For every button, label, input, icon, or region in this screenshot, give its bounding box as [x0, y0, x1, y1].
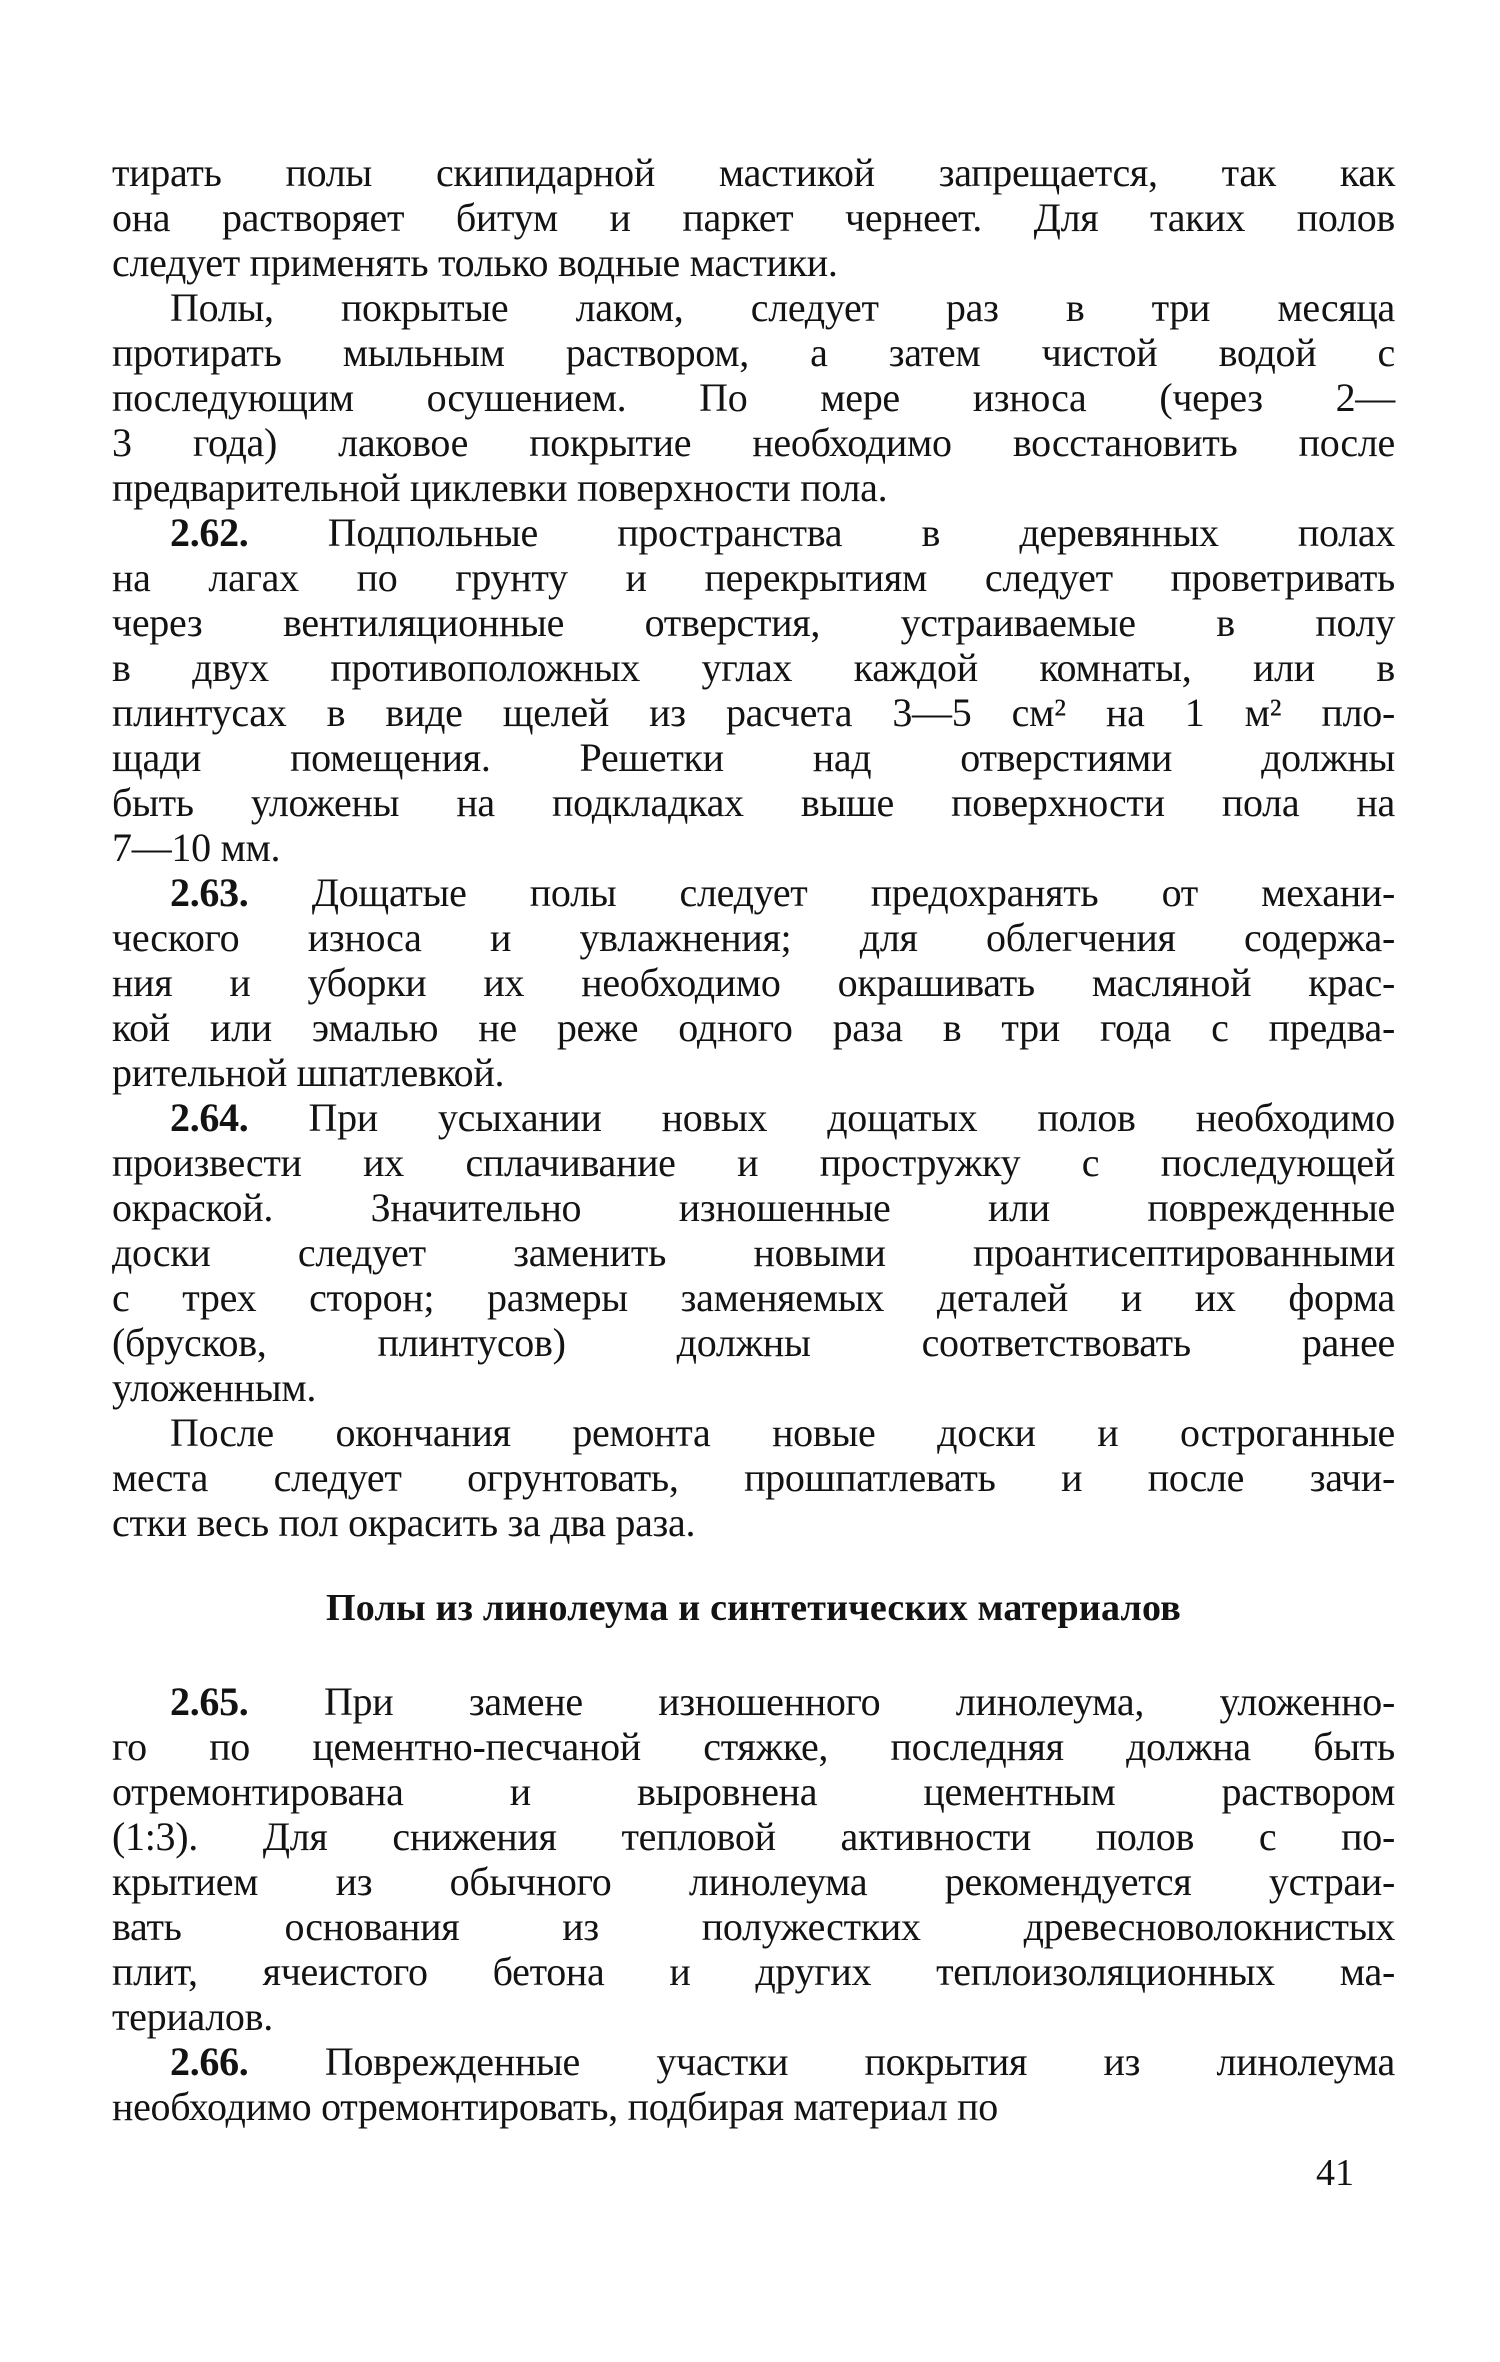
paragraph: [112, 2039, 1395, 2129]
text-line: произвести их сплачивание и простружку с последующей: [112, 1140, 1395, 1185]
text-line: протирать мыльным раствором, а затем чистой водой с: [112, 330, 1395, 375]
text-line: После окончания ремонта новые доски и остроганные: [170, 1410, 1395, 1455]
text-line: быть уложены на подкладках выше поверхности пола на: [112, 780, 1395, 825]
clause-number: 2.65.: [170, 1679, 249, 1724]
text-line: в двух противоположных углах каждой комнаты, или в: [112, 645, 1395, 690]
text-line: (брусков, плинтусов) должны соответствовать ранее: [112, 1320, 1395, 1365]
text-line: плинтусах в виде щелей из расчета 3—5 см² на 1 м² пло-: [112, 690, 1395, 735]
text-line: 7—10 мм.: [112, 825, 281, 870]
paragraph: [112, 150, 1395, 285]
clause-number: 2.63.: [170, 870, 249, 915]
paragraph: [112, 285, 1395, 510]
text-line: на лагах по грунту и перекрытиям следует проветривать: [112, 555, 1395, 600]
text-line: 2.65. При замене изношенного линолеума, уложенно-: [170, 1679, 1395, 1724]
text-line: ния и уборки их необходимо окрашивать масляной крас-: [112, 960, 1395, 1005]
text-line: 2.64. При усыхании новых дощатых полов необходимо: [170, 1095, 1395, 1140]
text-line: уложенным.: [112, 1365, 317, 1410]
text-line: последующим осушением. По мере износа (через 2—: [112, 375, 1395, 420]
text-line: териалов.: [112, 1994, 273, 2039]
text-line: щади помещения. Решетки над отверстиями должны: [112, 735, 1395, 780]
text-line: вать основания из полужестких древесноволокнистых: [112, 1904, 1395, 1949]
text-line: через вентиляционные отверстия, устраиваемые в полу: [112, 600, 1395, 645]
text-line: доски следует заменить новыми проантисептированными: [112, 1230, 1395, 1275]
paragraph: [112, 510, 1395, 870]
text-line: крытием из обычного линолеума рекомендуется устраи-: [112, 1859, 1395, 1904]
text-line: она растворяет битум и паркет чернеет. Для таких полов: [112, 195, 1395, 240]
text-line: с трех сторон; размеры заменяемых деталей и их форма: [112, 1275, 1395, 1320]
text-line: го по цементно-песчаной стяжке, последняя должна быть: [112, 1724, 1395, 1769]
paragraph: [112, 1095, 1395, 1410]
text-line: отремонтирована и выровнена цементным раствором: [112, 1769, 1395, 1814]
text-line: ческого износа и увлажнения; для облегчения содержа-: [112, 915, 1395, 960]
text-line: стки весь пол окрасить за два раза.: [112, 1500, 696, 1545]
paragraph: [112, 1679, 1395, 2039]
text-line: 3 года) лаковое покрытие необходимо восстановить после: [112, 420, 1395, 465]
text-line: окраской. Значительно изношенные или поврежденные: [112, 1185, 1395, 1230]
text-line: рительной шпатлевкой.: [112, 1050, 505, 1095]
text-line: предварительной циклевки поверхности пола.: [112, 465, 888, 510]
text-column: [112, 150, 1395, 2129]
text-line: кой или эмалью не реже одного раза в три года с предва-: [112, 1005, 1395, 1050]
text-line: (1:3). Для снижения тепловой активности полов с по-: [112, 1814, 1395, 1859]
text-line: места следует огрунтовать, прошпатлевать и после зачи-: [112, 1455, 1395, 1500]
clause-number: 2.62.: [170, 510, 249, 555]
clause-number: 2.64.: [170, 1095, 249, 1140]
text-line: следует применять только водные мастики.: [112, 240, 838, 285]
paragraph: [112, 870, 1395, 1095]
text-line: плит, ячеистого бетона и других теплоизоляционных ма-: [112, 1949, 1395, 1994]
text-line: необходимо отремонтировать, подбирая материал по: [112, 2084, 998, 2129]
section-heading: Полы из линолеума и синтетических материалов: [326, 1587, 1181, 1629]
text-line: Полы, покрытые лаком, следует раз в три месяца: [170, 285, 1395, 330]
clause-number: 2.66.: [170, 2039, 249, 2084]
text-line: 2.66. Поврежденные участки покрытия из линолеума: [170, 2039, 1395, 2084]
text-line: 2.63. Дощатые полы следует предохранять от механи-: [170, 870, 1395, 915]
page-number: 41: [1316, 2152, 1354, 2194]
text-line: 2.62. Подпольные пространства в деревянных полах: [170, 510, 1395, 555]
paragraph: [112, 1410, 1395, 1545]
text-line: тирать полы скипидарной мастикой запрещается, так как: [112, 150, 1395, 195]
